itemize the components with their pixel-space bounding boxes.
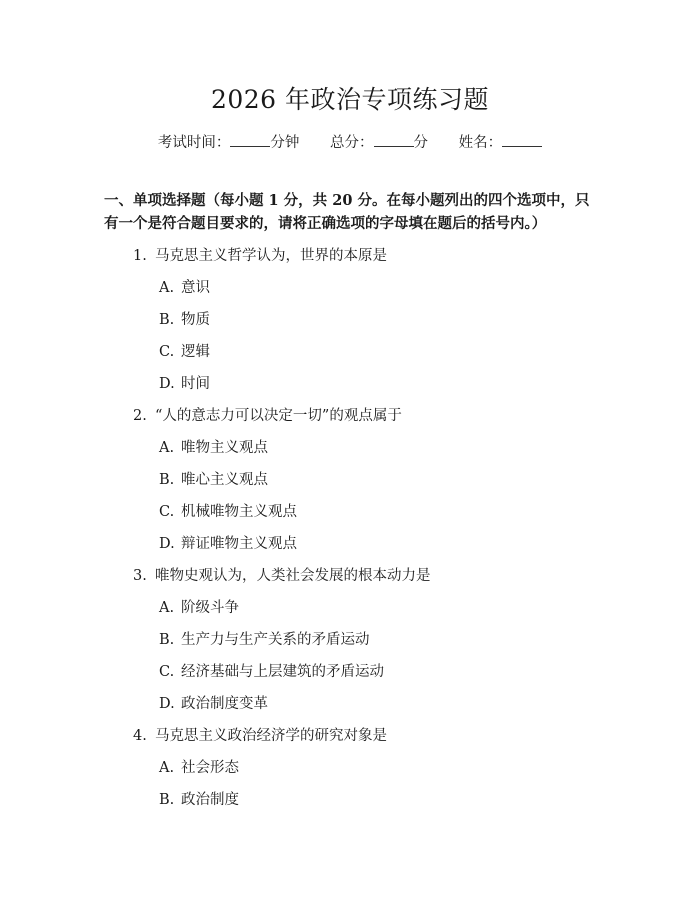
option-letter: C.	[159, 504, 175, 520]
question-text: “人的意志力可以决定一切”的观点属于	[155, 408, 402, 424]
total-score-label: 总分：	[330, 135, 374, 151]
exam-time-unit: 分钟	[270, 135, 300, 151]
question-1-option-a[interactable]	[159, 276, 210, 297]
question-4-option-a[interactable]	[159, 756, 239, 777]
question-1-option-b[interactable]	[159, 308, 210, 329]
question-2-option-d[interactable]	[159, 532, 297, 553]
question-1	[133, 244, 387, 265]
page-title: 2026 年政治专项练习题	[210, 85, 490, 114]
question-2	[133, 404, 402, 425]
exam-time-label: 考试时间：	[157, 135, 231, 151]
question-4	[133, 724, 387, 745]
option-text: 政治制度变革	[181, 696, 268, 712]
question-number: 2.	[133, 408, 147, 424]
question-3-option-a[interactable]	[159, 596, 239, 617]
question-number: 3.	[133, 568, 147, 584]
question-number: 1.	[133, 248, 147, 264]
option-text: 时间	[181, 376, 210, 392]
exam-time-blank[interactable]	[230, 132, 270, 147]
total-score-field	[330, 131, 428, 152]
option-text: 辩证唯物主义观点	[181, 536, 297, 552]
option-text: 生产力与生产关系的矛盾运动	[181, 632, 370, 648]
option-text: 物质	[181, 312, 210, 328]
option-text: 经济基础与上层建筑的矛盾运动	[181, 664, 384, 680]
option-letter: B.	[159, 472, 175, 488]
option-letter: D.	[159, 696, 175, 712]
question-3	[133, 564, 431, 585]
question-1-option-d[interactable]	[159, 372, 210, 393]
question-text: 唯物史观认为，人类社会发展的根本动力是	[155, 568, 431, 584]
option-letter: C.	[159, 664, 175, 680]
exam-time-field	[158, 131, 300, 152]
option-text: 逻辑	[181, 344, 210, 360]
option-text: 唯物主义观点	[181, 440, 268, 456]
question-text: 马克思主义哲学认为，世界的本原是	[155, 248, 387, 264]
question-text: 马克思主义政治经济学的研究对象是	[155, 728, 387, 744]
option-text: 社会形态	[181, 760, 239, 776]
option-letter: A.	[159, 600, 175, 616]
total-score-unit: 分	[413, 135, 428, 151]
option-letter: D.	[159, 376, 175, 392]
question-number: 4.	[133, 728, 147, 744]
question-4-option-b[interactable]	[159, 788, 239, 809]
option-letter: D.	[159, 536, 175, 552]
option-letter: B.	[159, 632, 175, 648]
student-name-field	[459, 131, 543, 152]
section-heading: 一、单项选择题（每小题 1 分，共 20 分。在每小题列出的四个选项中，只有一个是符合题目要求的，请将正确选项的字母填在题后的括号内。）	[104, 192, 590, 232]
option-letter: B.	[159, 792, 175, 808]
question-3-option-c[interactable]	[159, 660, 384, 681]
total-score-blank[interactable]	[374, 132, 414, 147]
student-name-blank[interactable]	[502, 132, 542, 147]
option-text: 政治制度	[181, 792, 239, 808]
option-text: 机械唯物主义观点	[181, 504, 297, 520]
exam-info-row	[0, 131, 700, 152]
question-3-option-b[interactable]	[159, 628, 370, 649]
option-text: 意识	[181, 280, 210, 296]
option-letter: A.	[159, 280, 175, 296]
question-2-option-c[interactable]	[159, 500, 297, 521]
option-letter: B.	[159, 312, 175, 328]
option-letter: A.	[159, 760, 175, 776]
question-2-option-b[interactable]	[159, 468, 268, 489]
option-letter: A.	[159, 440, 175, 456]
question-1-option-c[interactable]	[159, 340, 210, 361]
question-2-option-a[interactable]	[159, 436, 268, 457]
option-text: 阶级斗争	[181, 600, 239, 616]
question-3-option-d[interactable]	[159, 692, 268, 713]
student-name-label: 姓名：	[458, 135, 503, 151]
option-letter: C.	[159, 344, 175, 360]
option-text: 唯心主义观点	[181, 472, 268, 488]
